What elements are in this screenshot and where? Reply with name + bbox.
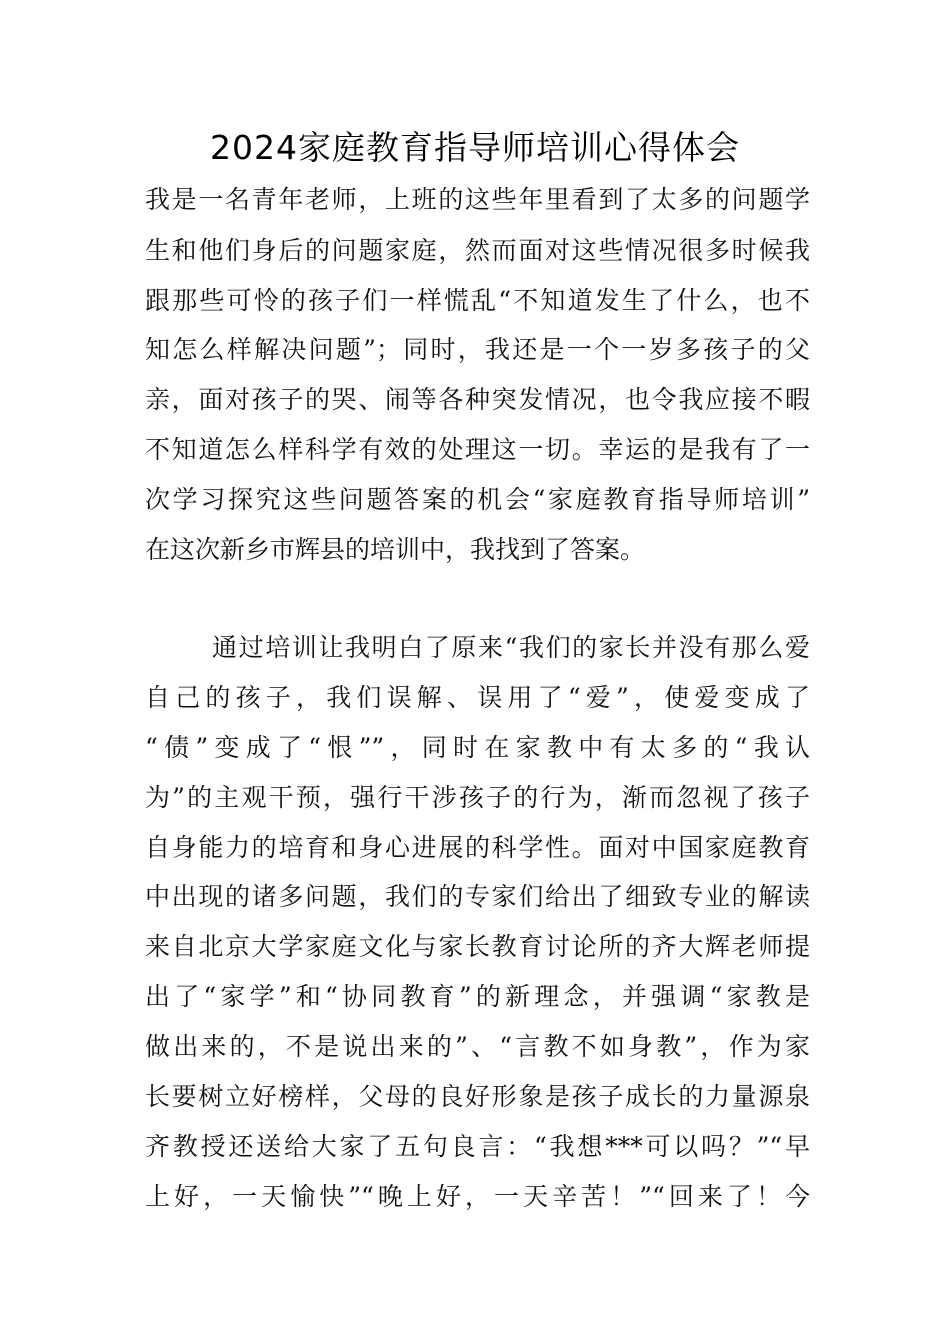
text-line: 出了“家学”和“协同教育”的新理念，并强调“家教是 — [145, 982, 810, 1011]
text-line: 跟那些可怜的孩子们一样慌乱“不知道发生了什么，也不 — [145, 286, 810, 315]
text-line: 通过培训让我明白了原来“我们的家长并没有那么爱 — [212, 633, 810, 662]
text-line: 自身能力的培育和身心进展的科学性。面对中国家庭教育 — [145, 833, 810, 862]
text-line: 上好，一天愉快”“晚上好，一天辛苦！”“回来了！今 — [145, 1182, 810, 1211]
document-title: 2024家庭教育指导师培训心得体会 — [210, 128, 740, 167]
text-line: 中出现的诸多问题，我们的专家们给出了细致专业的解读 — [145, 882, 810, 911]
text-line: 齐教授还送给大家了五句良言：“我想***可以吗？”“早 — [145, 1132, 810, 1161]
text-line: 知怎么样解决问题”；同时，我还是一个一岁多孩子的父 — [145, 335, 810, 364]
text-line: 在这次新乡市辉县的培训中，我找到了答案。 — [145, 535, 646, 564]
text-line: 次学习探究这些问题答案的机会“家庭教育指导师培训” — [145, 485, 810, 514]
text-line: 做出来的，不是说出来的”、“言教不如身教”，作为家 — [145, 1032, 810, 1061]
text-line: 亲，面对孩子的哭、闹等各种突发情况，也令我应接不暇 — [145, 385, 810, 414]
text-line: 我是一名青年老师，上班的这些年里看到了太多的问题学 — [145, 185, 810, 214]
text-line: 长要树立好榜样，父母的良好形象是孩子成长的力量源泉 — [145, 1082, 810, 1111]
text-line: 自己的孩子，我们误解、误用了“爱”，使爱变成了 — [145, 683, 810, 712]
text-line: 为”的主观干预，强行干涉孩子的行为，渐而忽视了孩子 — [145, 783, 810, 812]
text-line: 生和他们身后的问题家庭，然而面对这些情况很多时候我 — [145, 236, 810, 265]
text-line: 来自北京大学家庭文化与家长教育讨论所的齐大辉老师提 — [145, 932, 810, 961]
text-line: “债”变成了“恨””，同时在家教中有太多的“我认 — [145, 733, 810, 762]
text-line: 不知道怎么样科学有效的处理这一切。幸运的是我有了一 — [145, 435, 810, 464]
